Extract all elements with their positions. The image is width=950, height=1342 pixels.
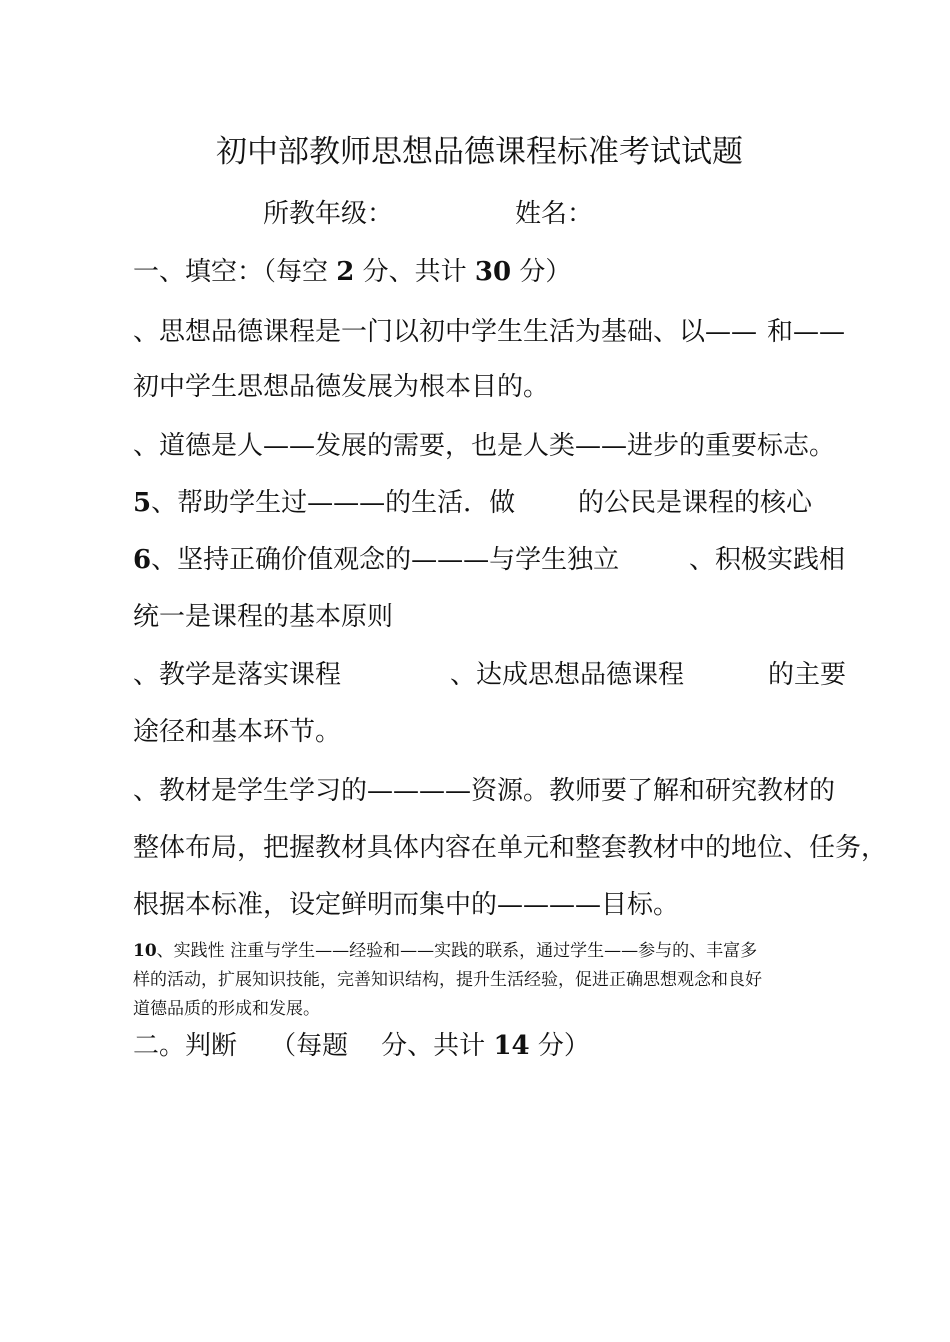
section-1-prefix: 一、填空：（每空 — [133, 257, 329, 287]
question-10-line-3: 道德品质的形成和发展。 — [133, 999, 320, 1019]
section-2-heading — [133, 1031, 590, 1061]
question-5-part-2: 的公民是课程的核心 — [578, 488, 813, 518]
section-2-mid-2: 分、共计 — [381, 1031, 486, 1061]
question-10-line-2: 样的活动，扩展知识技能，完善知识结构，提升生活经验，促进正确思想观念和良好 — [133, 970, 762, 990]
question-1-part-2: 和—— — [766, 317, 845, 347]
question-7-part-1: 、教学是落实课程 — [133, 660, 342, 690]
exam-title: 初中部教师思想品德课程标准考试试题 — [216, 134, 743, 170]
section-1-total: 30 — [474, 257, 512, 287]
question-6-number: 6 — [133, 545, 152, 575]
question-6-part-2: 、积极实践相 — [688, 545, 845, 575]
section-1-points-each: 2 — [336, 257, 355, 287]
question-1-line-2: 初中学生思想品德发展为根本目的。 — [133, 372, 550, 402]
question-6-part-1: 6、坚持正确价值观念的———与学生独立 — [133, 545, 620, 575]
section-2-total: 14 — [493, 1031, 530, 1061]
section-1-heading — [133, 257, 571, 287]
question-6-line-2: 统一是课程的基本原则 — [133, 602, 394, 632]
question-1-part-1: 、思想品德课程是一门以初中学生生活为基础、以—— — [133, 317, 758, 347]
question-7-line-2: 途径和基本环节。 — [133, 717, 342, 747]
question-5-part-1: 5、帮助学生过———的生活．做 — [133, 488, 516, 518]
section-2-prefix: 二。判断 — [133, 1031, 238, 1061]
question-8-line-1: 、教材是学生学习的————资源。教师要了解和研究教材的 — [133, 776, 836, 806]
question-1-line-1 — [133, 317, 845, 347]
question-7-part-2: 、达成思想品德课程 — [450, 660, 685, 690]
section-2-suffix: 分） — [537, 1031, 590, 1061]
section-1-suffix: 分） — [519, 257, 572, 287]
section-2-mid: （每题 — [270, 1031, 349, 1061]
question-10-line-1: 10、实践性 注重与学生——经验和——实践的联系，通过学生——参与的、丰富多 — [133, 941, 758, 961]
question-7-part-3: 的主要 — [768, 660, 847, 690]
question-8-line-2: 整体布局，把握教材具体内容在单元和整套教材中的地位、任务， — [133, 833, 888, 863]
question-10-number: 10 — [133, 941, 157, 961]
question-8-line-3: 根据本标准，设定鲜明而集中的————目标。 — [133, 890, 680, 920]
question-2: 、道德是人——发展的需要，也是人类——进步的重要标志。 — [133, 431, 836, 461]
question-5-number: 5 — [133, 488, 152, 518]
name-label: 姓名： — [515, 199, 594, 229]
section-1-mid: 分、共计 — [362, 257, 467, 287]
question-6-line-1 — [133, 545, 845, 575]
grade-label: 所教年级： — [263, 199, 394, 229]
